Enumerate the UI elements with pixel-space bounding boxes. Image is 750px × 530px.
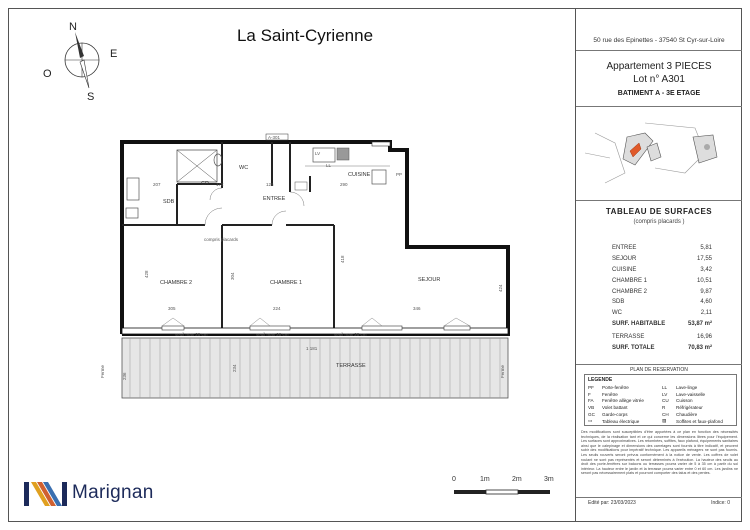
fixture-lv: LV (315, 151, 321, 156)
surface-habitable-row: SURF. HABITABLE 53,87 m² (612, 320, 712, 327)
room-label-sdb: SDB (163, 199, 175, 205)
note-ferme-right: Ferme (500, 364, 505, 378)
surface-row: CHAMBRE 1 10,51 (612, 277, 712, 284)
fixture-pp: PP (396, 172, 403, 177)
legend-item: PF Porte-fenêtre (588, 384, 629, 390)
panel-rule (576, 364, 742, 365)
apartment-building: BATIMENT A - 3E ETAGE (617, 90, 701, 97)
surface-row: CUISINE 3,42 (612, 266, 712, 273)
legend-item: FA Fenêtre allège vitrée (588, 398, 644, 404)
note-compris-placards: compris placards (204, 237, 239, 242)
apartment-type: Appartement 3 PIECES (606, 61, 712, 72)
compass-west: O (43, 68, 52, 80)
room-label-cr: CR (201, 181, 209, 187)
reservation-title: PLAN DE RESERVATION (630, 367, 688, 373)
dim-125: 125 (266, 182, 274, 187)
floor-plan (100, 120, 570, 420)
brand-name: Marignan (72, 482, 154, 503)
room-label-chambre1: CHAMBRE 1 (270, 280, 303, 286)
legend-item: CH Chaudière (662, 412, 698, 418)
scale-tick-2: 2m (512, 476, 522, 483)
scale-bar (448, 476, 558, 506)
dim-234: 234 (232, 364, 237, 372)
surfaces-title: TABLEAU DE SURFACES (605, 207, 713, 216)
surface-row: ENTREE 5,81 (612, 245, 712, 252)
room-label-cuisine: CUISINE (348, 172, 371, 178)
scale-tick-0: 0 (452, 476, 456, 483)
edition-date: Edité par: 23/03/2023 (588, 500, 636, 506)
lot-tag: A-301 (268, 135, 281, 140)
dim-424: 424 (498, 284, 503, 292)
marignan-logo-icon (24, 480, 68, 508)
surface-row: WC 2,11 (612, 310, 712, 317)
dim-304: 304 (230, 272, 235, 280)
legend-item: ▨ Soffites et faux-plafond (662, 418, 723, 424)
surface-total-row: SURF. TOTALE 70,83 m² (612, 345, 712, 352)
side-panel-divider (575, 8, 576, 522)
compass-south: S (87, 91, 95, 103)
compass (32, 18, 142, 108)
scale-tick-3: 3m (544, 476, 554, 483)
dim-418: 418 (340, 255, 345, 263)
compass-east: E (110, 48, 118, 60)
dim-207: 207 (153, 182, 161, 187)
surface-terrasse-row: TERRASSE 16,96 (612, 334, 712, 341)
disclaimer-text: Des modifications sont susceptibles d'être apportées à ce plan en fonction des nécessités techniques, de la réalisation tant et ce qui concerne les dimensions libres pour l'équipement. Les surfaces sont approximatives. Les retombées, soffites, faux plafond, équipements sanitaires ainsi que le calepinage et dimensions des carrelages sont fournis à titre indicatif, et peuvent subir des modifications pour impératif technique. Les appareils ménagers ne sont pas fournis. Les seuils rouverts seront prévus conformément à la notice de vente. Les coffres de volet roulant ne sont pas représentés et seront déterminés à l'exécution. La hauteur des seuils au droit des porte-fenêtres sur balcons ou terrasses pourra varier de 5 à 35 cm à partir du sol intérieur. La hauteur entre le jardin et la terrasse pourra varier entre 0 et 60 cm. Les jardins ne seront pas nécessairement plats et pourront comporter des talus et des pentes. (581, 430, 738, 476)
site-key-plan (585, 113, 735, 193)
surfaces-subtitle: (compris placards ) (633, 219, 685, 225)
legend-item: LL Lave-linge (662, 384, 698, 390)
room-label-terrasse: TERRASSE (336, 363, 366, 369)
apartment-lot: Lot n° A301 (633, 74, 685, 85)
legend-item: R Réfrigérateur (662, 405, 703, 411)
note-seuil-1: seuil max 20 cm (175, 332, 208, 337)
room-label-wc: WC (239, 165, 249, 171)
room-label-entree: ENTREE (263, 196, 286, 202)
address: 50 rue des Epinettes - 37540 St Cyr-sur-Loire (593, 37, 725, 44)
bathtub-icon (127, 178, 139, 200)
legend-item: CU Cuisson (662, 398, 693, 404)
surface-row: CHAMBRE 2 9,87 (612, 288, 712, 295)
panel-rule (576, 497, 742, 498)
toilet-icon (214, 154, 222, 166)
scale-tick-1: 1m (480, 476, 490, 483)
legend-item: ▭ Tableau électrique (588, 418, 640, 424)
fixture-ll: LL (326, 163, 332, 168)
surface-row: SEJOUR 17,55 (612, 256, 712, 263)
room-label-chambre2: CHAMBRE 2 (160, 280, 193, 286)
surfaces-total-table (612, 332, 712, 354)
legend (584, 374, 737, 426)
washbasin-icon (126, 208, 138, 218)
panel-rule (576, 200, 742, 201)
legend-title: LEGENDE (588, 377, 613, 383)
project-title: La Saint-Cyrienne (236, 26, 374, 45)
dim-346: 346 (413, 306, 421, 311)
note-seuil-3: seuil max 20 cm (334, 332, 367, 337)
edition-index: Indice: 0 (711, 500, 730, 506)
legend-item: F Fenêtre (588, 391, 618, 397)
dim-305: 305 (168, 306, 176, 311)
dim-1181: 1 181 (306, 346, 318, 351)
legend-item: VB Volet battant (588, 405, 628, 411)
compass-north: N (69, 21, 77, 33)
room-label-sejour: SEJOUR (418, 277, 441, 283)
legend-item: GC Garde-corps (588, 412, 628, 418)
note-ferme-left: Ferme (100, 364, 105, 378)
surface-row: SDB 4,60 (612, 299, 712, 306)
dim-236: 236 (122, 372, 127, 380)
surfaces-table (612, 243, 712, 329)
dim-290: 290 (340, 182, 348, 187)
panel-rule (576, 50, 742, 51)
dim-224: 224 (273, 306, 281, 311)
brand-logo (24, 480, 194, 510)
dim-172: 172 (216, 182, 224, 187)
cooktop-icon (337, 148, 349, 160)
legend-item: LV Lave-vaisselle (662, 391, 706, 397)
edition-info (578, 500, 740, 506)
panel-rule (576, 106, 742, 107)
dim-428: 428 (144, 270, 149, 278)
note-seuil-2: seuil max 20 cm (256, 332, 289, 337)
fridge-icon (372, 170, 386, 184)
